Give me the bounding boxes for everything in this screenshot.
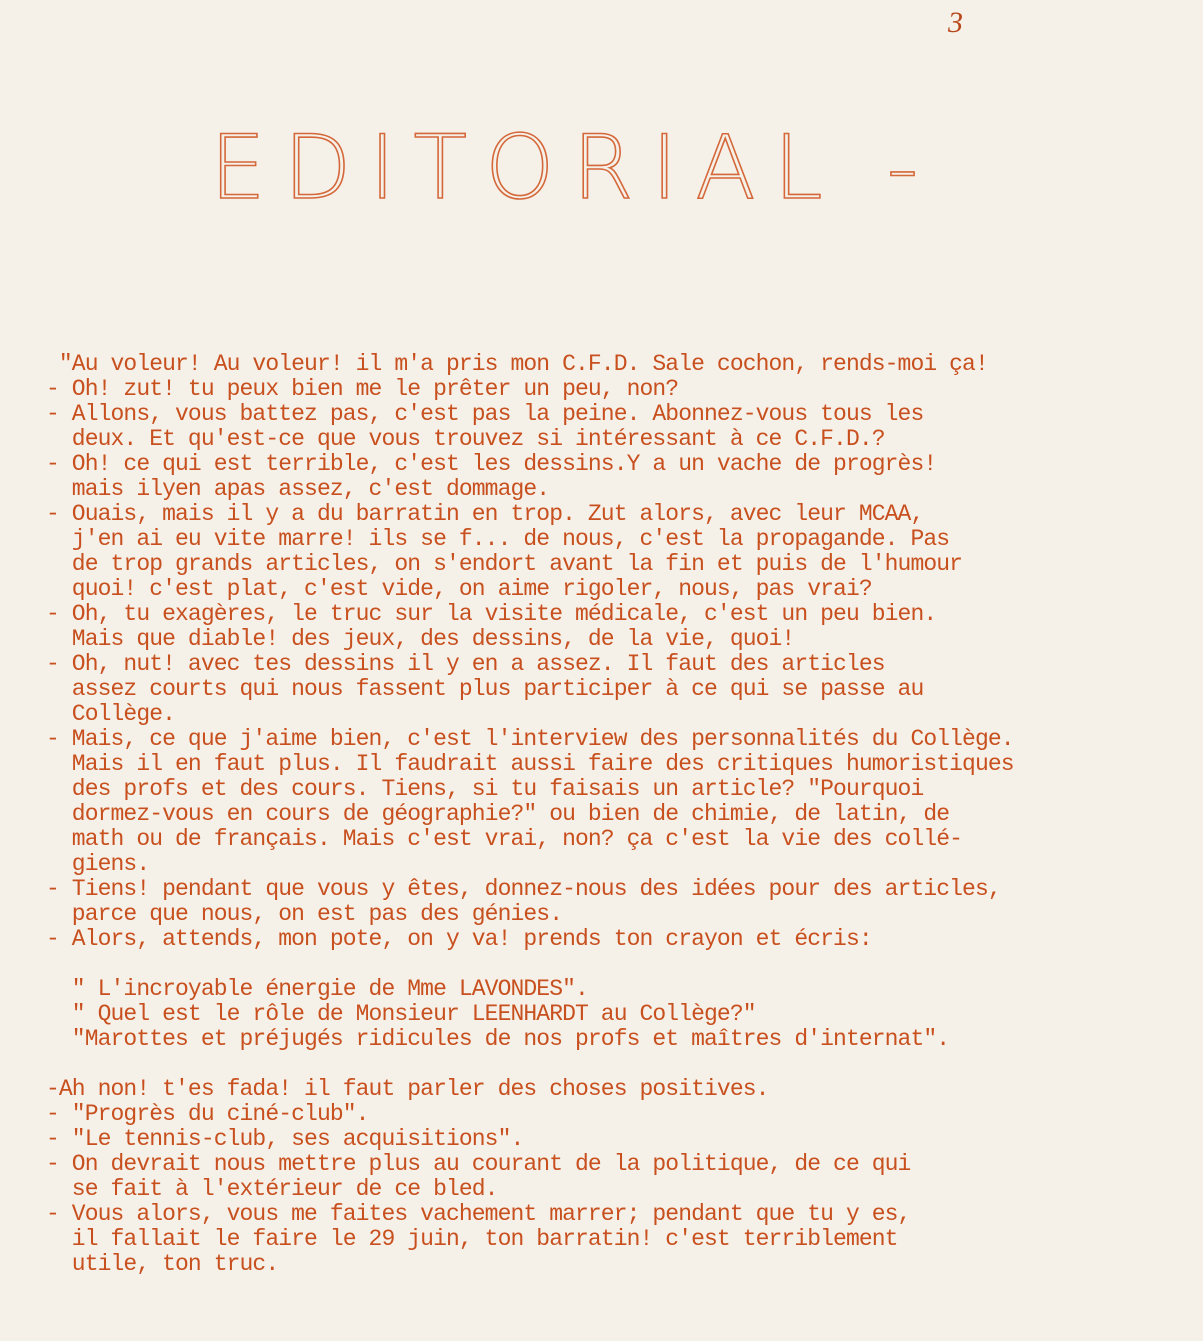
text-line: Mais il en faut plus. Il faudrait aussi faire des critiques humoristiques bbox=[46, 751, 1014, 777]
text-line: " L'incroyable énergie de Mme LAVONDES". bbox=[46, 976, 588, 1002]
text-line: de trop grands articles, on s'endort avant la fin et puis de l'humour bbox=[46, 551, 963, 577]
text-line: il fallait le faire le 29 juin, ton barratin! c'est terriblement bbox=[46, 1226, 898, 1252]
text-line: - Vous alors, vous me faites vachement marrer; pendant que tu y es, bbox=[46, 1201, 911, 1227]
text-line: - Mais, ce que j'aime bien, c'est l'interview des personnalités du Collège. bbox=[46, 726, 1014, 752]
text-line: - Oh! zut! tu peux bien me le prêter un peu, non? bbox=[46, 376, 679, 402]
text-line: assez courts qui nous fassent plus participer à ce qui se passe au bbox=[46, 676, 924, 702]
text-line: giens. bbox=[46, 851, 150, 877]
text-line: Collège. bbox=[46, 701, 176, 727]
text-line: - "Le tennis-club, ses acquisitions". bbox=[46, 1126, 524, 1152]
text-line: quoi! c'est plat, c'est vide, on aime rigoler, nous, pas vrai? bbox=[46, 576, 872, 602]
text-line: - Allons, vous battez pas, c'est pas la peine. Abonnez-vous tous les bbox=[46, 401, 924, 427]
text-line: Mais que diable! des jeux, des dessins, de la vie, quoi! bbox=[46, 626, 795, 652]
blank-line bbox=[46, 1052, 1186, 1077]
text-line: "Au voleur! Au voleur! il m'a pris mon C.F.D. Sale cochon, rends-moi ça! bbox=[46, 351, 988, 377]
text-line: utile, ton truc. bbox=[46, 1251, 279, 1277]
text-line: - "Progrès du ciné-club". bbox=[46, 1101, 369, 1127]
text-line: - Oh, tu exagères, le truc sur la visite médicale, c'est un peu bien. bbox=[46, 601, 937, 627]
page-number: 3 bbox=[948, 6, 963, 39]
text-line: deux. Et qu'est-ce que vous trouvez si intéressant à ce C.F.D.? bbox=[46, 426, 885, 452]
text-line: des profs et des cours. Tiens, si tu faisais un article? "Pourquoi bbox=[46, 776, 924, 802]
text-line: - Tiens! pendant que vous y êtes, donnez-nous des idées pour des articles, bbox=[46, 876, 1001, 902]
text-line: mais ilyen apas assez, c'est dommage. bbox=[46, 476, 550, 502]
text-line: - Oh! ce qui est terrible, c'est les dessins.Y a un vache de progrès! bbox=[46, 451, 937, 477]
text-line: math ou de français. Mais c'est vrai, non? ça c'est la vie des collé- bbox=[46, 826, 963, 852]
page-title: EDITORIAL - bbox=[210, 116, 937, 219]
text-line: se fait à l'extérieur de ce bled. bbox=[46, 1176, 498, 1202]
text-line: dormez-vous en cours de géographie?" ou bien de chimie, de latin, de bbox=[46, 801, 950, 827]
text-line: - Alors, attends, mon pote, on y va! prends ton crayon et écris: bbox=[46, 926, 872, 952]
editorial-dialogue bbox=[46, 352, 1186, 1277]
text-line: - On devrait nous mettre plus au courant de la politique, de ce qui bbox=[46, 1151, 911, 1177]
text-line: j'en ai eu vite marre! ils se f... de nous, c'est la propagande. Pas bbox=[46, 526, 950, 552]
blank-line bbox=[46, 952, 1186, 977]
text-line: " Quel est le rôle de Monsieur LEENHARDT au Collège?" bbox=[46, 1001, 756, 1027]
text-line: "Marottes et préjugés ridicules de nos profs et maîtres d'internat". bbox=[46, 1026, 950, 1052]
text-line: parce que nous, on est pas des génies. bbox=[46, 901, 563, 927]
text-line: - Ouais, mais il y a du barratin en trop. Zut alors, avec leur MCAA, bbox=[46, 501, 924, 527]
text-line: - Oh, nut! avec tes dessins il y en a assez. Il faut des articles bbox=[46, 651, 885, 677]
text-line: -Ah non! t'es fada! il faut parler des choses positives. bbox=[46, 1076, 769, 1102]
